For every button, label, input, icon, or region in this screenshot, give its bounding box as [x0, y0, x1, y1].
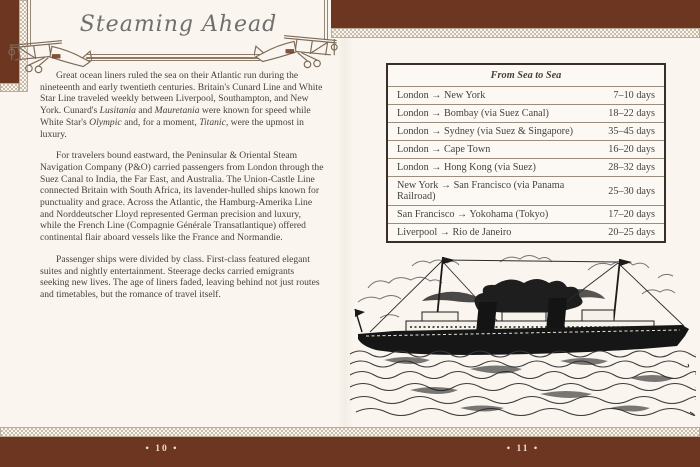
- duration-cell: 25–30 days: [599, 177, 665, 206]
- route-cell: London → Bombay (via Suez Canal): [387, 105, 599, 123]
- table-row: [387, 105, 665, 123]
- duration-cell: 20–25 days: [608, 227, 655, 238]
- paragraph: Great ocean liners ruled the sea on their Atlantic run during the nineteenth and early twentieth centuries. Britain's Cunard Line and White Star Line traveled weekly between Liverpool, Southampton, and New York. Cunard's Lusitania and Mauretania were known for speed while White Star's Olympic and, for a moment, Titanic, were the upmost in luxury.: [40, 70, 323, 140]
- table-row: [387, 206, 665, 224]
- route-cell: London → Hong Kong (via Suez): [387, 159, 599, 177]
- duration-cell: 28–32 days: [599, 159, 665, 177]
- route-cell: New York → San Francisco (via Panama Railroad): [387, 177, 599, 206]
- table-row: [387, 159, 665, 177]
- table-title: From Sea to Sea: [387, 64, 665, 87]
- table-row: [387, 87, 665, 105]
- header-rule: [86, 54, 260, 61]
- paragraph: For travelers bound eastward, the Peninsular & Oriental Steam Navigation Company (P&O) carried passengers from London through the Suez Canal to India, the Far East, and Australia. The Union-Castle Line connected Britain with South Africa, its lavender-hulled ships known for punctuality and grace. Across the Atlantic, the Hamburg-Amerika Line and Norddeutscher Lloyd represented German precision and luxury, while the French Line (Compagnie Générale Transatlantique) offered continental flair aboard vessels like the France and Normandie.: [40, 150, 324, 244]
- body-text-column: [40, 70, 324, 311]
- page-number-left: • 10 •: [145, 444, 179, 454]
- table-row: [387, 123, 665, 141]
- duration-cell: 16–20 days: [599, 141, 665, 159]
- paragraph: Passenger ships were divided by class. First-class featured elegant suites and nightly entertainment. Steerage decks carried emigrants seeking new lives. The age of liners faded, leaving behind not just routes and timetables, but the romance of travel itself.: [40, 253, 320, 300]
- route-cell: Liverpool → Rio de Janeiro: [397, 227, 512, 238]
- page-number-right: • 11 •: [506, 444, 540, 454]
- table-row: [387, 177, 665, 206]
- duration-cell: 17–20 days: [599, 206, 665, 224]
- cover-band-top: [331, 0, 700, 28]
- duration-cell: 18–22 days: [599, 105, 665, 123]
- duration-cell: 35–45 days: [599, 123, 665, 141]
- steamship-engraving: [350, 248, 696, 428]
- biplane-icon: [254, 28, 340, 74]
- chapter-title: Steaming Ahead: [79, 12, 278, 37]
- route-cell: London → New York: [387, 87, 599, 105]
- table-header-row: [387, 64, 665, 87]
- table-row: [387, 224, 665, 243]
- lace-trim: [0, 83, 19, 92]
- duration-cell: 7–10 days: [599, 87, 665, 105]
- lace-trim: [331, 28, 700, 38]
- route-cell: London → Sydney (via Suez & Singapore): [387, 123, 599, 141]
- route-cell: San Francisco → Yokohama (Tokyo): [387, 206, 599, 224]
- table-row: [387, 141, 665, 159]
- voyage-duration-table: [386, 63, 666, 243]
- route-cell: London → Cape Town: [387, 141, 599, 159]
- lace-trim: [0, 427, 700, 437]
